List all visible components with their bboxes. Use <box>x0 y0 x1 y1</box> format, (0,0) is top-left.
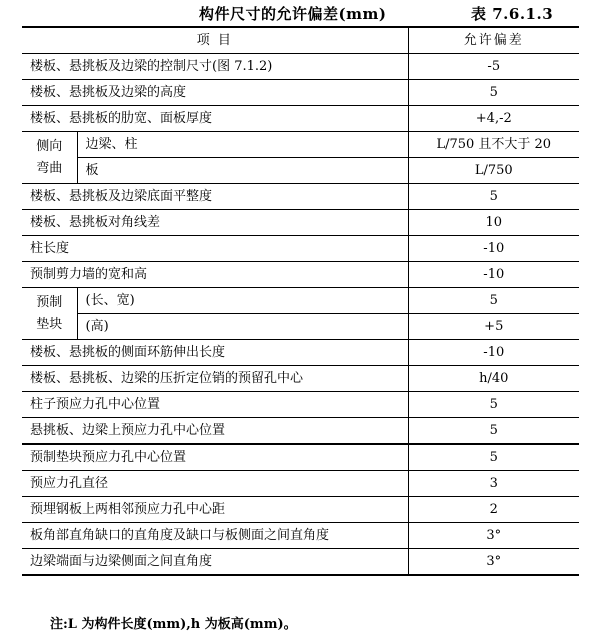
group-label-line: 弯曲 <box>36 160 63 176</box>
row-item: 边梁端面与边梁侧面之间直角度 <box>22 549 408 576</box>
row-item: 悬挑板、边梁上预应力孔中心位置 <box>22 418 408 445</box>
row-item: 柱子预应力孔中心位置 <box>22 392 408 418</box>
table-row <box>22 288 579 314</box>
group-label-line: 垫块 <box>36 316 63 332</box>
row-item: 楼板、悬挑板及边梁底面平整度 <box>22 184 408 210</box>
row-item: 板 <box>77 158 408 184</box>
group-label-precast-pad <box>22 288 77 340</box>
group-label-line: 预制 <box>36 294 63 310</box>
row-value: 5 <box>408 80 579 106</box>
row-value: +5 <box>408 314 579 340</box>
table-number: 表 7.6.1.3 <box>471 5 554 23</box>
row-value: +4,-2 <box>408 106 579 132</box>
table-row <box>22 418 579 445</box>
row-value: 10 <box>408 210 579 236</box>
table-row <box>22 497 579 523</box>
row-value: L/750 且不大于 20 <box>408 132 579 158</box>
row-item: 楼板、悬挑板的侧面环筋伸出长度 <box>22 340 408 366</box>
row-value: -10 <box>408 236 579 262</box>
row-item: 楼板、悬挑板的肋宽、面板厚度 <box>22 106 408 132</box>
row-item: 板角部直角缺口的直角度及缺口与板侧面之间直角度 <box>22 523 408 549</box>
table-row <box>22 444 579 471</box>
table-row <box>22 314 579 340</box>
row-value: -10 <box>408 340 579 366</box>
row-value: 5 <box>408 288 579 314</box>
row-value: h/40 <box>408 366 579 392</box>
table-row <box>22 549 579 576</box>
table-row <box>22 471 579 497</box>
table-title: 构件尺寸的允许偏差(mm) <box>199 5 387 23</box>
header-value: 允许偏差 <box>408 27 579 54</box>
table-row <box>22 80 579 106</box>
row-value: 5 <box>408 184 579 210</box>
row-value: 5 <box>408 444 579 471</box>
header-item: 项 目 <box>22 27 408 54</box>
table-row <box>22 210 579 236</box>
row-item: 楼板、悬挑板及边梁的控制尺寸(图 7.1.2) <box>22 54 408 80</box>
row-value: L/750 <box>408 158 579 184</box>
row-value: 3 <box>408 471 579 497</box>
row-item: 楼板、悬挑板及边梁的高度 <box>22 80 408 106</box>
row-value: -10 <box>408 262 579 288</box>
row-value: 3° <box>408 523 579 549</box>
table-row <box>22 523 579 549</box>
group-label-lateral-bending <box>22 132 77 184</box>
row-item: 柱长度 <box>22 236 408 262</box>
table-row <box>22 184 579 210</box>
table-row <box>22 366 579 392</box>
table-header-row <box>22 27 579 54</box>
table-row <box>22 392 579 418</box>
row-item: 预埋钢板上两相邻预应力孔中心距 <box>22 497 408 523</box>
row-item: 楼板、悬挑板对角线差 <box>22 210 408 236</box>
table-row <box>22 340 579 366</box>
table-row <box>22 106 579 132</box>
group-label-line: 侧向 <box>36 138 63 154</box>
table-row <box>22 132 579 158</box>
row-item: 预制剪力墙的宽和高 <box>22 262 408 288</box>
row-item: (长、宽) <box>77 288 408 314</box>
table-row <box>22 158 579 184</box>
tolerance-table <box>22 26 579 576</box>
row-value: 5 <box>408 418 579 445</box>
row-item: (高) <box>77 314 408 340</box>
table-row <box>22 262 579 288</box>
row-item: 预制垫块预应力孔中心位置 <box>22 444 408 471</box>
row-value: -5 <box>408 54 579 80</box>
table-caption <box>0 0 589 26</box>
table-row <box>22 236 579 262</box>
row-item: 预应力孔直径 <box>22 471 408 497</box>
row-value: 3° <box>408 549 579 576</box>
row-item: 楼板、悬挑板、边梁的压折定位销的预留孔中心 <box>22 366 408 392</box>
table-footnote: 注:L 为构件长度(mm),h 为板高(mm)。 <box>50 617 297 632</box>
row-value: 2 <box>408 497 579 523</box>
row-item: 边梁、柱 <box>77 132 408 158</box>
table-row <box>22 54 579 80</box>
row-value: 5 <box>408 392 579 418</box>
